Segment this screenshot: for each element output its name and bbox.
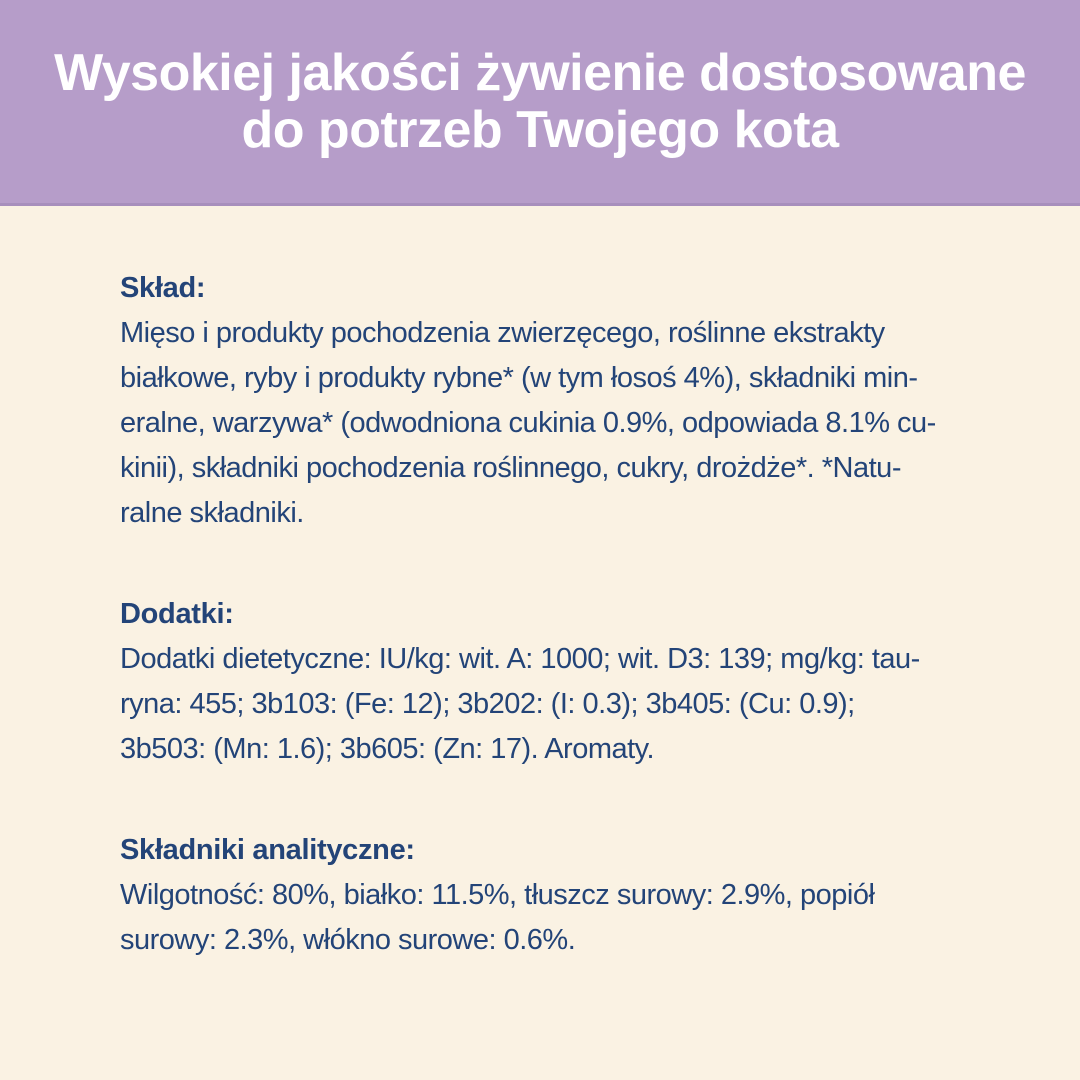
text-line: Wilgotność: 80%, białko: 11.5%, tłuszcz surowy: 2.9%, popiół <box>120 879 875 911</box>
page-title <box>54 45 1026 159</box>
header-banner <box>0 0 1080 206</box>
section-sklad <box>120 266 970 536</box>
text-line: Dodatki dietetyczne: IU/kg: wit. A: 1000; wit. D3: 139; mg/kg: tau- <box>120 643 920 675</box>
text-line: eralne, warzywa* (odwodniona cukinia 0.9%, odpowiada 8.1% cu- <box>120 407 936 439</box>
text-line: kinii), składniki pochodzenia roślinnego, cukry, drożdże*. *Natu- <box>120 452 901 484</box>
section-heading-dodatki: Dodatki: <box>120 598 234 630</box>
title-line-1: Wysokiej jakości żywienie dostosowane <box>54 43 1026 102</box>
section-dodatki <box>120 592 970 772</box>
text-line: 3b503: (Mn: 1.6); 3b605: (Zn: 17). Aromaty. <box>120 733 655 765</box>
text-line: Mięso i produkty pochodzenia zwierzęcego, roślinne ekstrakty <box>120 317 885 349</box>
text-line: ralne składniki. <box>120 497 304 529</box>
section-skladniki-analityczne <box>120 828 970 963</box>
text-line: białkowe, ryby i produkty rybne* (w tym łosoś 4%), składniki min- <box>120 362 918 394</box>
content-area <box>0 206 1080 963</box>
section-heading-sklad: Skład: <box>120 272 206 304</box>
title-line-2: do potrzeb Twojego kota <box>241 100 839 159</box>
text-line: surowy: 2.3%, włókno surowe: 0.6%. <box>120 924 576 956</box>
section-heading-skladniki-analityczne: Składniki analityczne: <box>120 834 415 866</box>
text-line: ryna: 455; 3b103: (Fe: 12); 3b202: (I: 0.3); 3b405: (Cu: 0.9); <box>120 688 855 720</box>
